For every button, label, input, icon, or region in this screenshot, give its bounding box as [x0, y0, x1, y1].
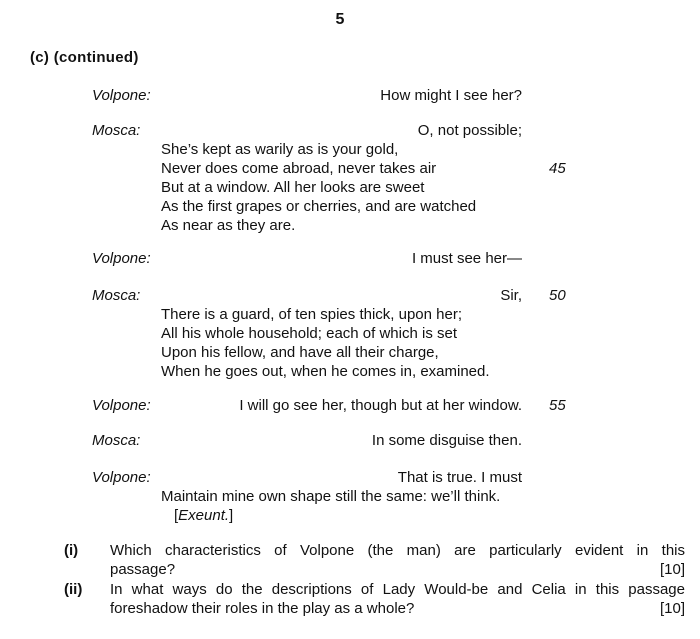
mosca-line-3: In some disguise then.	[371, 432, 522, 449]
question-text-line	[110, 599, 685, 618]
verse-line: But at a window. All her looks are sweet	[161, 179, 425, 196]
mosca-speech-2	[161, 305, 490, 381]
volpone-line-4-second: Maintain mine own shape still the same: we’ll think.	[161, 488, 501, 505]
speaker-volpone-4: Volpone:	[92, 469, 151, 486]
verse-line: Never does come abroad, never takes air	[161, 160, 437, 177]
exeunt-word: Exeunt.	[178, 507, 230, 524]
question-text-line: In what ways do the descriptions of Lady Would-be and Celia in this passage	[110, 581, 685, 598]
volpone-line-3: I will go see her, though but at her window.	[239, 397, 522, 414]
marks-label: [10]	[659, 600, 685, 617]
question-i	[110, 541, 685, 579]
mosca-line-1-first: O, not possible;	[417, 122, 522, 139]
speaker-mosca-3: Mosca:	[92, 432, 141, 449]
volpone-line-1: How might I see her?	[380, 87, 522, 104]
verse-line: As near as they are.	[161, 217, 296, 234]
section-label: (c) (continued)	[30, 49, 139, 66]
volpone-line-4-first: That is true. I must	[397, 469, 522, 486]
line-number-50: 50	[549, 287, 566, 304]
line-number-55: 55	[549, 397, 566, 414]
mosca-speech-1	[161, 140, 476, 235]
speaker-mosca-2: Mosca:	[92, 287, 141, 304]
question-ii	[110, 580, 685, 618]
verse-line: When he goes out, when he comes in, examined.	[161, 363, 490, 380]
speaker-volpone-3: Volpone:	[92, 397, 151, 414]
stage-direction-exeunt	[174, 506, 233, 525]
question-text-line: Which characteristics of Volpone (the man) are particularly evident in this	[110, 542, 685, 559]
verse-line: As the first grapes or cherries, and are watched	[161, 198, 477, 215]
marks-label: [10]	[659, 561, 685, 578]
speaker-volpone-1: Volpone:	[92, 87, 151, 104]
bracket-open: [	[174, 507, 179, 524]
verse-line: She’s kept as warily as is your gold,	[161, 141, 399, 158]
line-number-45: 45	[549, 160, 566, 177]
speaker-mosca-1: Mosca:	[92, 122, 141, 139]
verse-line: There is a guard, of ten spies thick, upon her;	[161, 306, 463, 323]
volpone-line-2: I must see her—	[411, 250, 522, 267]
question-text-tail: passage?	[110, 561, 176, 578]
bracket-close: ]	[229, 507, 234, 524]
question-number-ii: (ii)	[64, 581, 83, 598]
speaker-volpone-2: Volpone:	[92, 250, 151, 267]
verse-line: Upon his fellow, and have all their charge,	[161, 344, 439, 361]
question-text-line	[110, 560, 685, 579]
question-text-tail: foreshadow their roles in the play as a whole?	[110, 600, 415, 617]
question-number-i: (i)	[64, 542, 79, 559]
page-number: 5	[335, 11, 345, 28]
mosca-line-2-first: Sir,	[500, 287, 522, 304]
verse-line: All his whole household; each of which is set	[161, 325, 458, 342]
